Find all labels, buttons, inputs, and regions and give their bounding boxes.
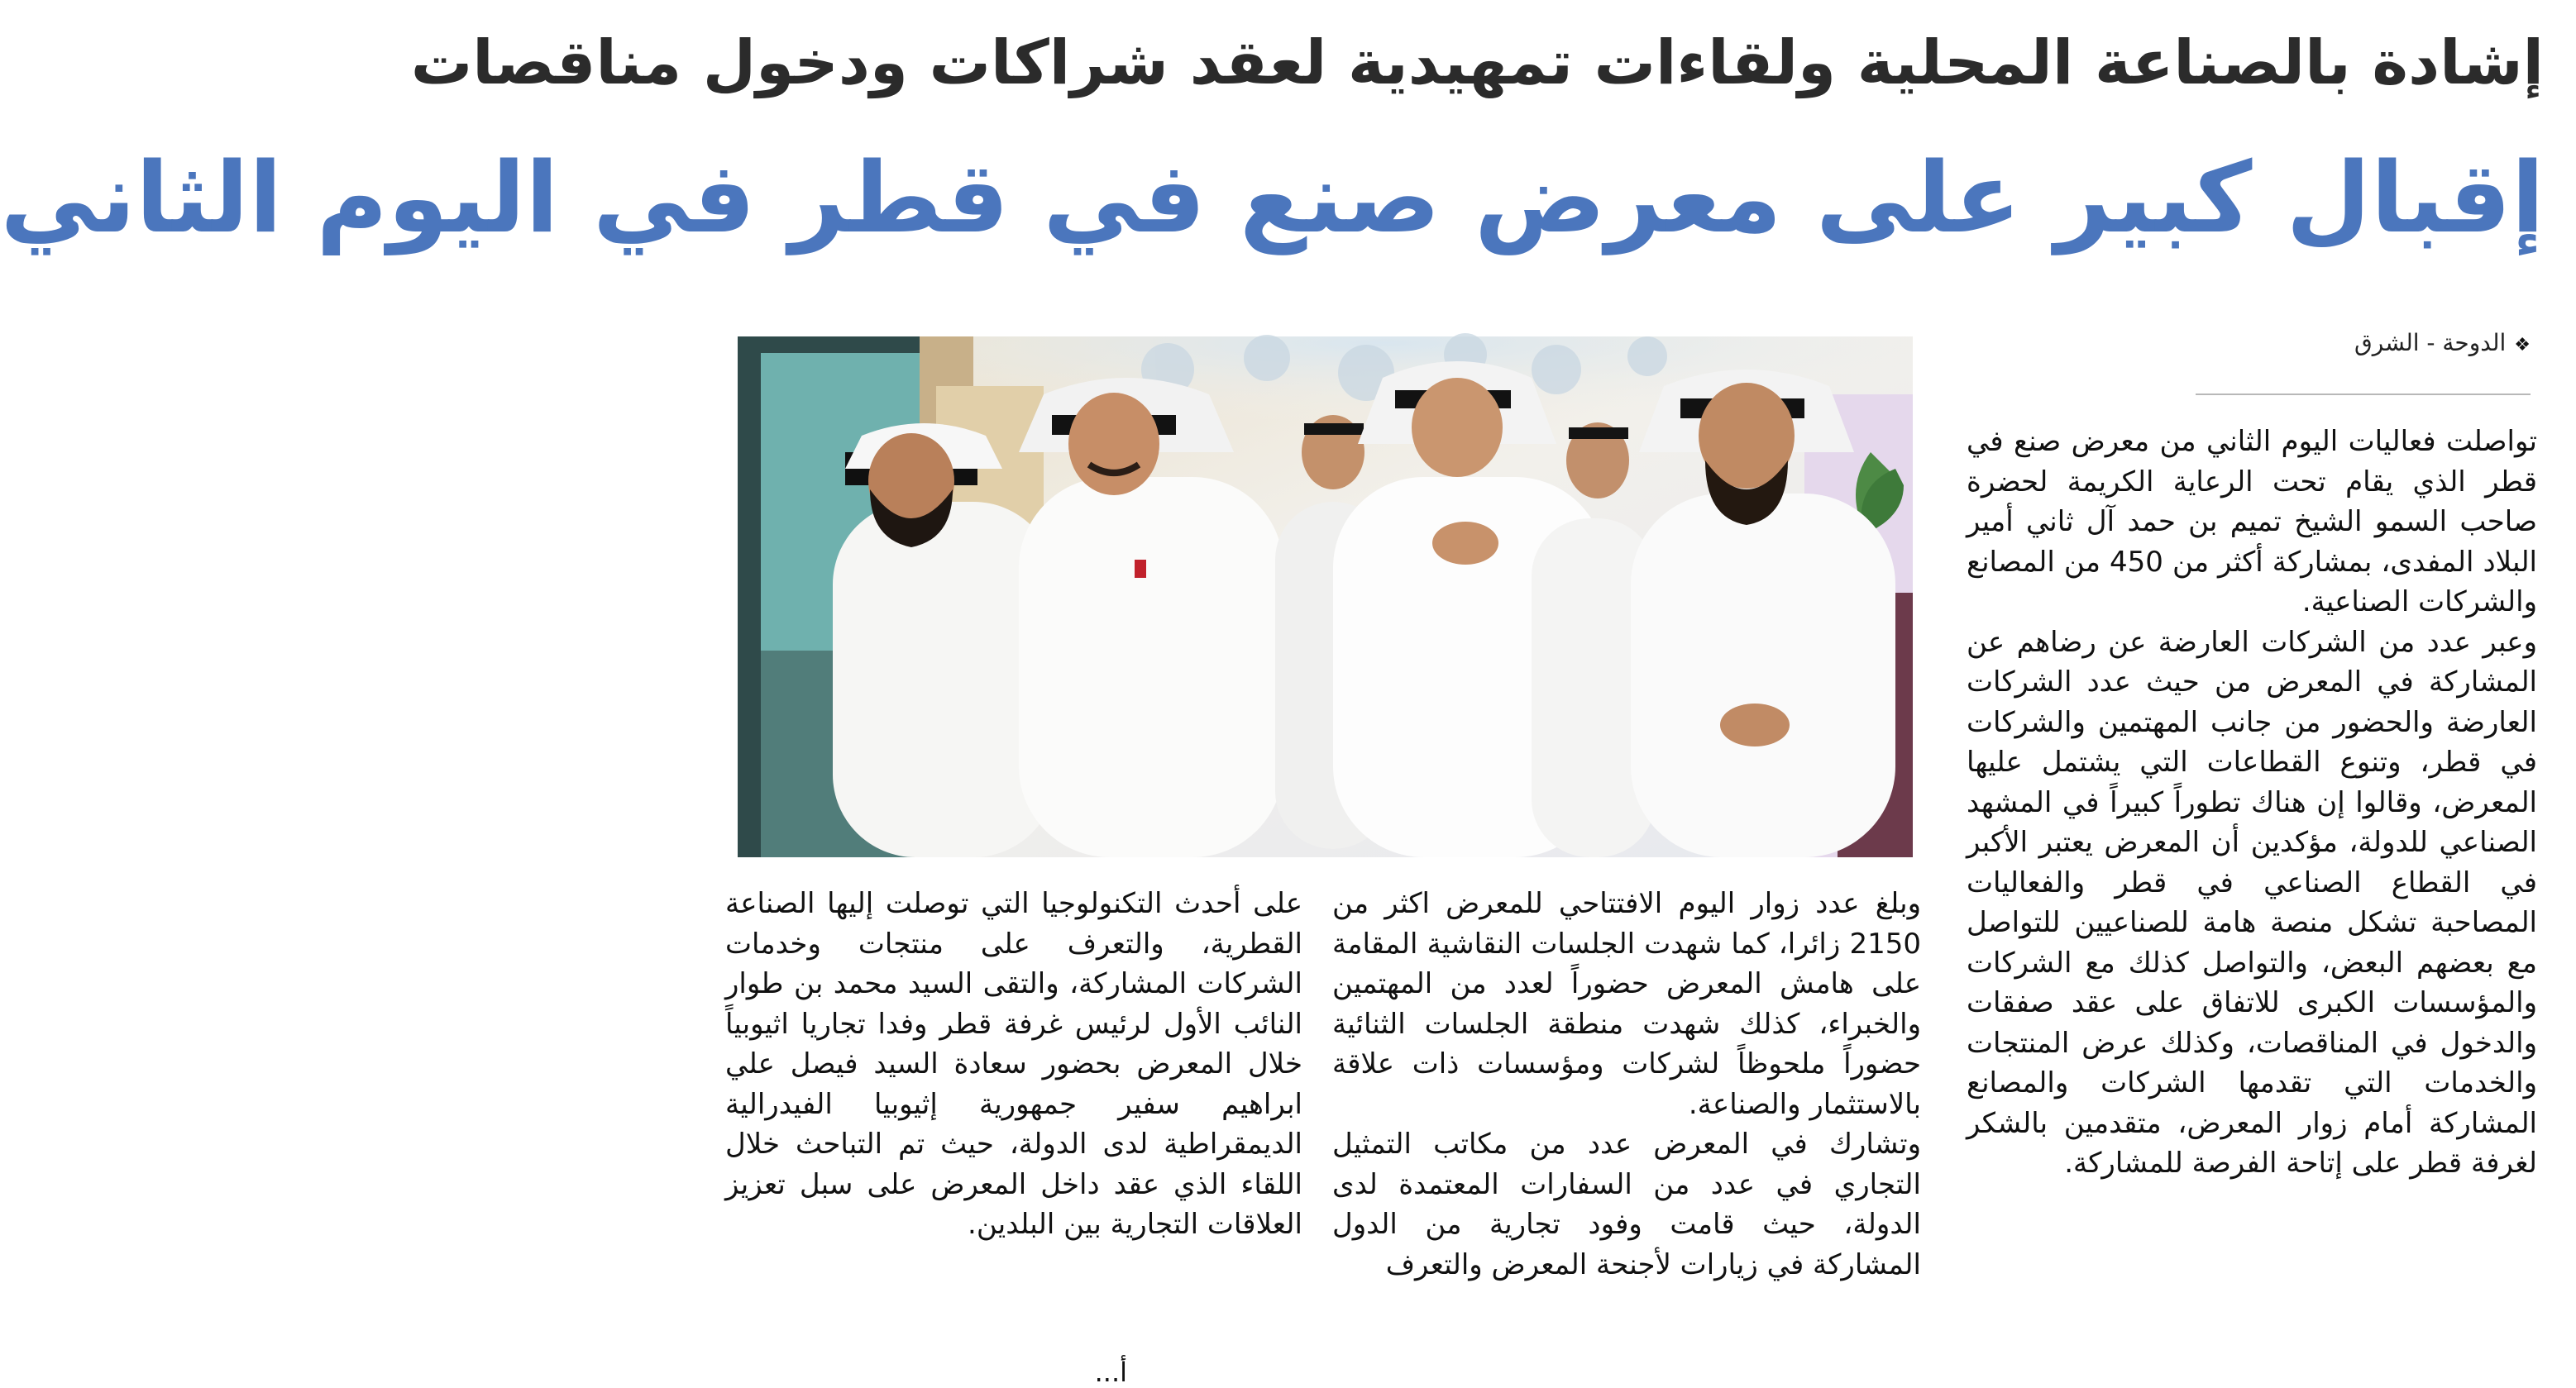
bullet-icon: ❖ bbox=[2514, 335, 2531, 355]
dateline bbox=[2316, 329, 2531, 357]
cutoff-text: أ... bbox=[1094, 1357, 1127, 1388]
photo-icon bbox=[738, 336, 1913, 857]
dateline-text: الدوحة - الشرق bbox=[2354, 329, 2507, 356]
article-column-right bbox=[1967, 422, 2537, 1184]
paragraph: وبلغ عدد زوار اليوم الافتتاحي للمعرض اكثر من 2150 زائرا، كما شهدت الجلسات النقاشية المقامة على هامش المعرض حضوراً لعدد من المهتمين والخبراء، كذلك شهدت منطقة الجلسات الثنائية حضوراً ملحوظاً لشركات ومؤسسات ذات علاقة بالاستثمار والصناعة. bbox=[1332, 887, 1921, 1121]
paragraph: على أحدث التكنولوجيا التي توصلت إليها الصناعة القطرية، والتعرف على منتجات وخدمات الشركات المشاركة، والتقى السيد محمد بن طوار النائب الأول لرئيس غرفة قطر وفدا تجاريا اثيوبياً خلال المعرض بحضور سعادة السيد فيصل علي ابراهيم سفير جمهورية إثيوبيا الفيدرالية الديمقراطية لدى الدولة، حيث تم التباحث خلال اللقاء الذي عقد داخل المعرض على سبل تعزيز العلاقات التجارية بين البلدين. bbox=[725, 887, 1302, 1241]
paragraph: وتشارك في المعرض عدد من مكاتب التمثيل التجاري في عدد من السفارات المعتمدة لدى الدولة، حيث قامت وفود تجارية من الدول المشاركة في زيارات لأجنحة المعرض والتعرف bbox=[1332, 1128, 1921, 1281]
article-column-middle bbox=[1332, 884, 1921, 1285]
article-photo bbox=[738, 336, 1913, 857]
headline: إقبال كبير على معرض صنع في قطر في اليوم الثاني bbox=[0, 141, 2545, 255]
article-column-left bbox=[725, 884, 1302, 1245]
kicker: إشادة بالصناعة المحلية ولقاءات تمهيدية لعقد شراكات ودخول مناقصات bbox=[410, 27, 2544, 98]
paragraph: وعبر عدد من الشركات العارضة عن رضاهم عن المشاركة في المعرض من حيث عدد الشركات العارضة والحضور من جانب المهتمين والشركات في قطر، وتنوع القطاعات التي يشتمل عليها المعرض، وقالوا إن هناك تطوراً كبيراً في المشهد الصناعي للدولة، مؤكدين أن المعرض يعتبر الأكبر في القطاع الصناعي في قطر والفعاليات المصاحبة تشكل منصة هامة للصناعيين للتواصل مع بعضهم البعض، والتواصل كذلك مع الشركات والمؤسسات الكبرى للاتفاق على عقد صفقات والدخول في المناقصات، وكذلك عرض المنتجات والخدمات التي تقدمها الشركات والمصانع المشاركة أمام زوار المعرض، متقدمين بالشكر لغرفة قطر على إتاحة الفرصة للمشاركة. bbox=[1967, 625, 2537, 1180]
paragraph: تواصلت فعاليات اليوم الثاني من معرض صنع في قطر الذي يقام تحت الرعاية الكريمة لحضرة صاحب السمو الشيخ تميم بن حمد آل ثاني أمير البلاد المفدى، بمشاركة أكثر من 450 من المصانع والشركات الصناعية. bbox=[1967, 425, 2538, 618]
dateline-rule bbox=[2196, 394, 2531, 395]
